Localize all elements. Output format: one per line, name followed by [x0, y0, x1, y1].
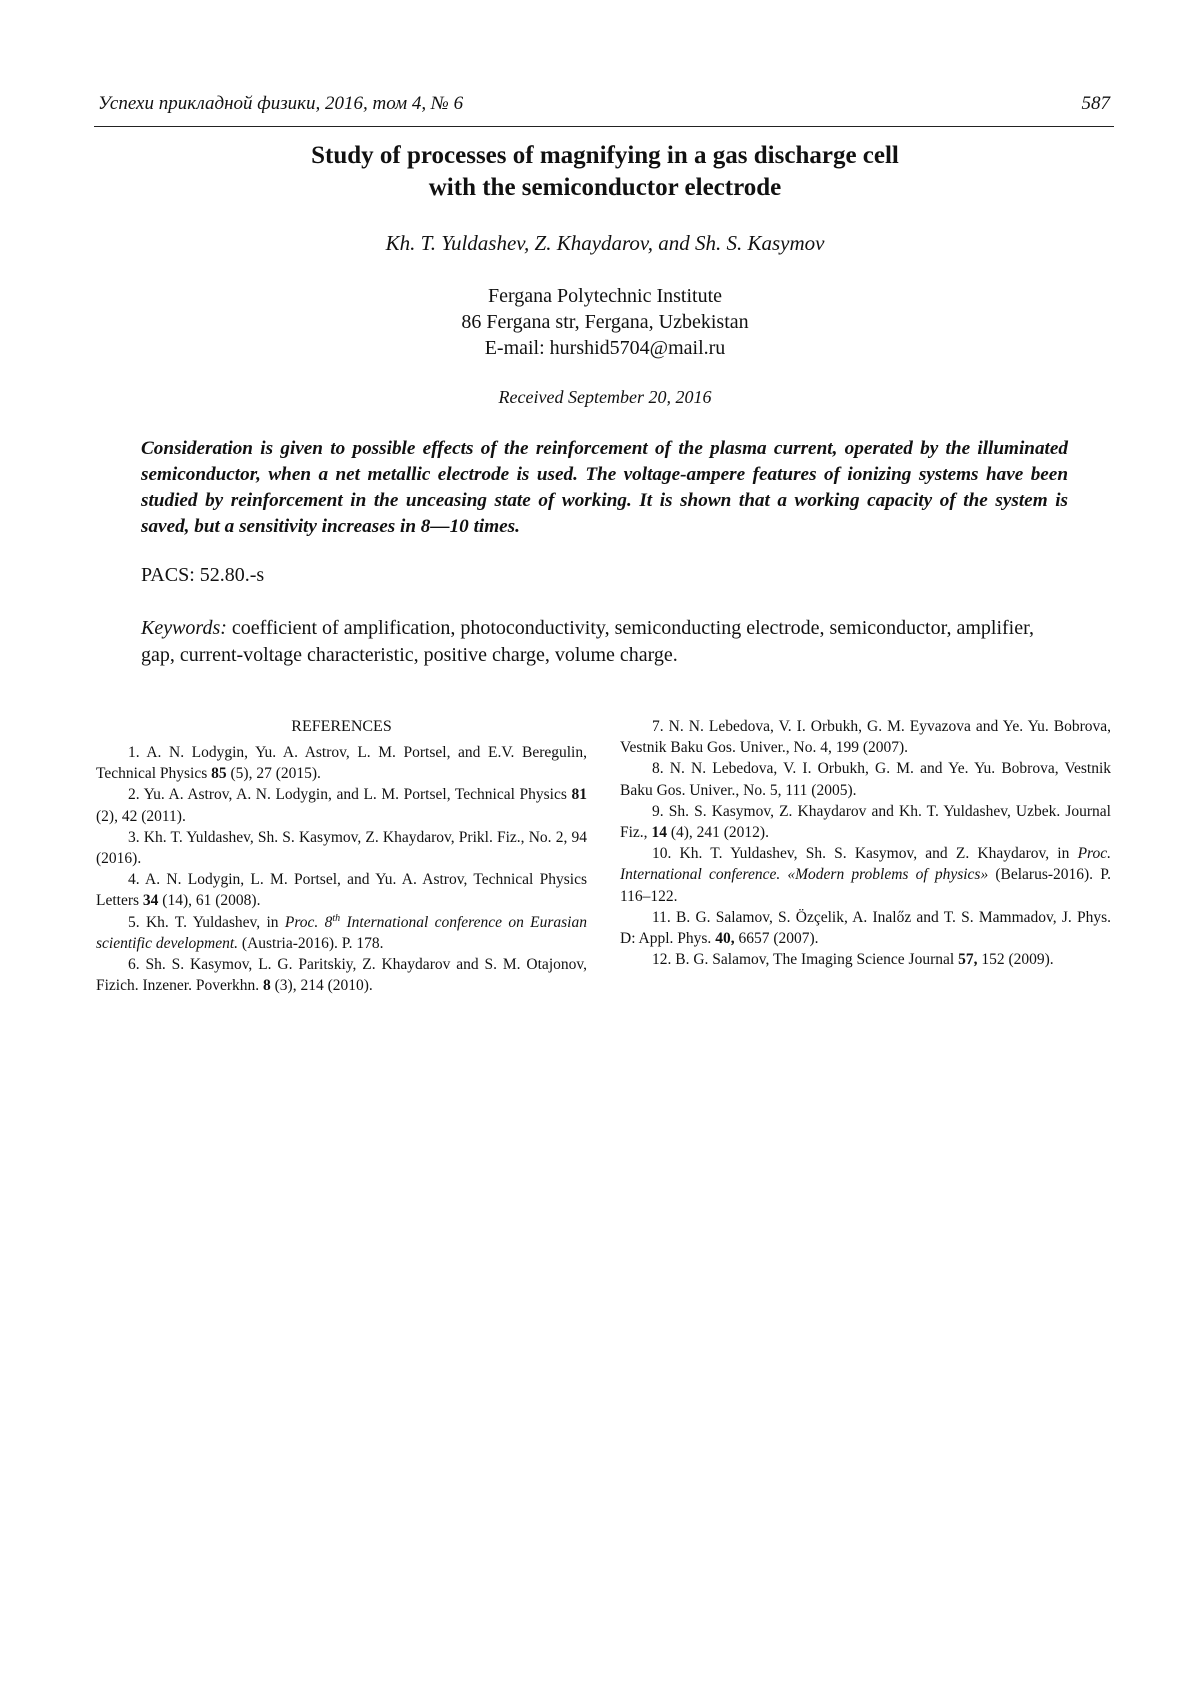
reference-12 [620, 949, 1111, 970]
reference-7 [620, 716, 1111, 758]
ref-text: 2. Yu. A. Astrov, A. N. Lodygin, and L. M. Portsel, Technical Physics [128, 786, 572, 804]
ref-volume: 34 [142, 892, 159, 910]
reference-3 [96, 827, 587, 869]
article-title [180, 140, 1030, 204]
reference-11 [620, 907, 1111, 949]
ref-text: 4. A. N. Lodygin, L. M. Portsel, and Yu. A. Astrov, Technical Physics Letters [96, 871, 587, 910]
ref-volume: 14 [651, 824, 667, 842]
reference-4 [96, 869, 587, 911]
ref-text: 9. Sh. S. Kasymov, Z. Khaydarov and Kh. T. Yuldashev, Uzbek. Journal Fiz., [620, 802, 1111, 842]
ref-volume: 85 [211, 765, 227, 783]
journal-name: Успехи прикладной физики, 2016, том 4, № 6 [98, 93, 464, 114]
keywords-text: coefficient of amplification, photoconductivity, semiconducting electrode, semiconductor, amplifier, gap, current-voltage characteristic, positive charge, volume charge. [141, 617, 1034, 666]
reference-5 [96, 912, 587, 954]
authors: Kh. T. Yuldashev, Z. Khaydarov, and Sh. S. Kasymov [385, 231, 825, 255]
ref-text: (3), 214 (2010). [270, 977, 373, 995]
reference-8 [620, 758, 1111, 800]
reference-9 [620, 801, 1111, 843]
header-rule [94, 126, 1114, 127]
page-number: 587 [1081, 93, 1110, 114]
ref-italic: International conference on Eurasian scientific development. [96, 913, 587, 952]
affiliation-email: E-mail: hurshid5704@mail.ru [484, 337, 726, 359]
ref-text: (2), 42 (2011). [96, 807, 186, 825]
reference-6 [96, 954, 587, 996]
title-line-1: Study of processes of magnifying in a gas discharge cell [311, 142, 899, 169]
ref-text: (4), 241 (2012). [666, 824, 769, 842]
affiliation [180, 283, 1030, 361]
ref-volume: 40, [715, 930, 735, 948]
ref-text: (Austria-2016). P. 178. [238, 934, 384, 952]
received-date: Received September 20, 2016 [498, 387, 712, 407]
ref-text: 6. Sh. S. Kasymov, L. G. Paritskiy, Z. Khaydarov and S. M. Otajonov, Fizich. Inzener. Poverkhn. [96, 956, 587, 995]
keywords-label: Keywords: [141, 617, 227, 639]
ref-text: 12. B. G. Salamov, The Imaging Science Journal [652, 951, 959, 969]
affiliation-institute: Fergana Polytechnic Institute [487, 285, 723, 307]
ref-text: 8. N. N. Lebedova, V. I. Orbukh, G. M. and Ye. Yu. Bobrova, Vestnik Baku Gos. Univer., No. 5, 111 (2005). [620, 760, 1111, 799]
ref-text: (14), 61 (2008). [158, 892, 261, 910]
ref-text: 152 (2009). [977, 951, 1054, 969]
ref-text: (5), 27 (2015). [226, 765, 321, 783]
ref-italic: Proc. 8 [284, 913, 333, 931]
abstract: Consideration is given to possible effects of the reinforcement of the plasma current, operated by the illuminated semiconductor, when a net metallic electrode is used. The voltage-ampere features of ionizing systems have been studied by reinforcement in the unceasing state of working. It is shown that a working capacity of the system is saved, but a sensitivity increases in 8—10 times. [141, 438, 1068, 537]
reference-1 [96, 742, 587, 784]
pacs-code: PACS: 52.80.-s [141, 564, 265, 586]
ref-text: 1. A. N. Lodygin, Yu. A. Astrov, L. M. Portsel, and E.V. Beregulin, Technical Physics [96, 744, 587, 783]
ref-volume: 8 [263, 977, 271, 995]
ref-text: 5. Kh. T. Yuldashev, in [128, 913, 285, 931]
ref-text: 6657 (2007). [734, 930, 819, 948]
ref-italic: Proc. International conference. «Modern problems of physics» [620, 845, 1111, 884]
title-line-2: with the semiconductor electrode [428, 174, 782, 201]
ref-text: 3. Kh. T. Yuldashev, Sh. S. Kasymov, Z. Khaydarov, Prikl. Fiz., No. 2, 94 (2016). [96, 828, 587, 868]
ref-superscript: th [332, 912, 341, 924]
ref-volume: 57, [958, 951, 978, 969]
keywords [141, 615, 1068, 669]
reference-10 [620, 843, 1111, 907]
ref-volume: 81 [571, 786, 587, 804]
references-column-left [96, 716, 587, 996]
ref-text: (Belarus-2016). P. 116–122. [620, 866, 1111, 905]
affiliation-address: 86 Fergana str, Fergana, Uzbekistan [461, 311, 749, 333]
references-heading: REFERENCES [291, 718, 392, 735]
reference-2 [96, 784, 587, 826]
ref-text: 11. B. G. Salamov, S. Özçelik, A. Inalőz and T. S. Mammadov, J. Phys. D: Appl. Phys. [620, 908, 1111, 948]
references-column-right [620, 716, 1111, 970]
ref-text: 10. Kh. T. Yuldashev, Sh. S. Kasymov, and Z. Khaydarov, in [652, 845, 1078, 863]
ref-text: 7. N. N. Lebedova, V. I. Orbukh, G. M. Eyvazova and Ye. Yu. Bobrova, Vestnik Baku Gos. Univer., No. 4, 199 (2007). [620, 718, 1111, 757]
